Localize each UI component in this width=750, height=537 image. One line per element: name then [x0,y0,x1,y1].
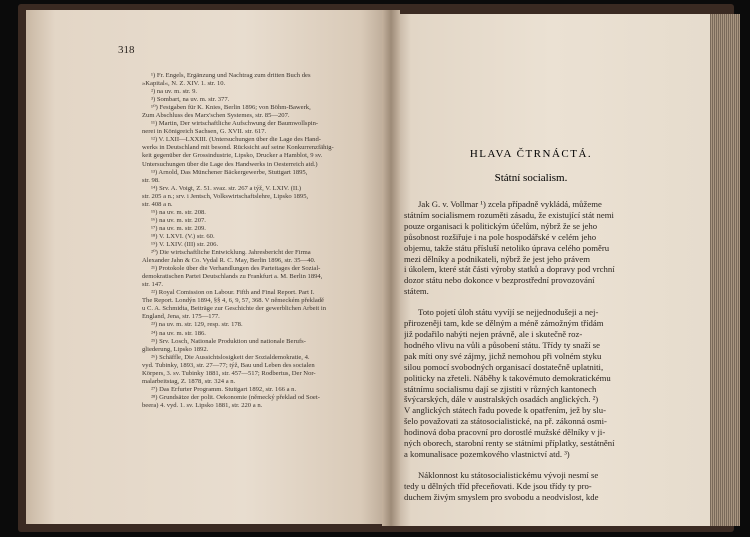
footnotes-list [142,72,384,410]
footnote-line: ¹⁵) na uv. m. str. 208. [151,208,206,216]
body-text-line: a komunalisace pozemkového vlastnictví atd. ³) [404,448,570,459]
body-text-line: dozor státu nebo dokonce v bezprostřední provozování [404,275,595,286]
footnote-line: ²) na uv. m. str. 9. [151,88,198,96]
footnote-line: ²⁷) Das Erfurter Programm. Stuttgart 1892, str. 166 a n. [151,385,297,393]
book-gutter [382,10,400,526]
body-text-line: objemu, takže státu přísluší netoliko úprava celého poměru [404,242,610,253]
footnote-line: ¹⁷) na uv. m. str. 209. [151,224,206,232]
body-text-line: mezi dělníky a podnikateli, nýbrž že jest jeho právem [404,253,590,264]
footnote-line: ²⁸) Grundsätze der polit. Oekonomie (německý překlad od Soet- [151,393,320,401]
footnote-line: ¹⁹) V. LXIV. (III) str. 206. [151,240,219,248]
footnote-line: ²¹) Protokole über die Verhandlungen des Parteitages der Sozial- [151,265,321,273]
body-text-line: ných oborech, starobní renty se státními příplatky, sestátnění [404,438,615,449]
body-text-line: i úkolem, které stát části výroby statků a dopravy pod vrchní [404,264,615,275]
body-text-line: duchem živým smyslem pro svobodu a neodvislost, kde [404,491,599,502]
footnote-line: demokratischen Partei Deutschlands zu Frankfurt a. M. Berlin 1894, [142,273,323,281]
body-text-line: přirozeněji tam, kde se dělným a méně zámožným třídám [404,318,604,329]
footnote-line: str. 98. [142,176,160,184]
footnote-line: Untersuchungen über die Lage des Handwerks in Oesterreich atd.) [142,160,318,168]
footnote-line: ³) Sombart, na uv. m. str. 377. [151,96,230,104]
body-text-line: politicky na zřeteli. Náběhy k takovémuto demokratickému [404,372,611,383]
footnote-line: ²⁵) Srv. Losch, Nationale Produktion und nationale Berufs- [151,337,306,345]
body-text-line: V anglických státech řadu povede k opatřením, jež by slu- [404,405,607,416]
body-text-line: švýcarských, dále v australských osadách anglických. ²) [404,394,599,405]
body-text [404,199,650,503]
body-text-line: hodinová doba pracovní pro dorostlé mužské dělníky v ji- [404,427,606,438]
page-stack [710,14,740,526]
body-text-line: pouze organisaci k politickým účelům, nýbrž že se jeho [404,220,598,231]
footnote-line: ²⁶) Schäffle, Die Aussichtslosigkeit der Sozialdemokratie, 4. [151,353,310,361]
body-text-line: Toto pojetí úloh státu vyvíjí se nejjednodušeji a nej- [418,307,599,318]
body-text-line: Jak G. v. Vollmar ¹) zcela případně vykládá, můžeme [418,199,602,209]
footnote-line: England, Jena, str. 175—177. [142,313,220,321]
footnote-line: ¹⁰) Festgaben für K. Knies, Berlin 1896; von Böhm-Bawerk, [151,104,311,112]
body-text-line: šelo považovati za státosocialistické, na př. zákonná osmi- [404,416,607,427]
footnote-line: ²⁰) Die wirtschaftliche Entwicklung. Jahresbericht der Firma [151,249,311,257]
footnote-line: Alexander Jahn & Co. Vydal R. C. May, Berlin 1896, str. 35—40. [142,257,316,265]
footnote-line: ¹⁴) Srv. A. Voigt, Z. 51. svaz. str. 267 a týž, V. LXIV. (II.) [151,184,302,192]
footnote-line: ²⁴) na uv. m. str. 186. [151,329,206,337]
paragraph-break [404,460,650,470]
footnote-line: ²³) na uv. m. str. 129, resp. str. 178. [151,321,243,329]
body-text-line: státem. [404,286,429,297]
body-text-line: tedy u dělných tříd přeceňovati. Kde jsou třídy ty pro- [404,480,592,491]
body-text-line: působnost rozšiřuje i na pole hospodářské v celém jeho [404,231,597,242]
footnote-line: vyd. Tubinky, 1893, str. 27—77; týž, Bau und Leben des socialen [142,361,315,369]
footnote-line: ¹³) Arnold, Das Münchener Bäckergewerbe, Stuttgart 1895, [151,168,308,176]
section-title: Státní socialism. [494,172,568,184]
page-number: 318 [118,44,135,56]
body-text-line: státním socialismem rozuměti zásadu, že existující stát nemi [404,209,614,220]
footnote-line: The Report. Londýn 1894, §§ 4, 6, 9, 57, 368. V německém překladě [142,297,324,305]
paragraph-break [404,297,650,307]
footnote-line: keit gegenüber der Grossindustrie, Lipsko, Drucker a Hamblot, 9 sv. [142,152,323,160]
footnote-line: ¹) Fr. Engels, Ergänzung und Nachtrag zum dritten Buch des [151,72,311,79]
footnote-line: beera) 4. vyd. 1. sv. Lipsko 1881, str. 220 a n. [142,401,263,409]
footnote-line: ¹¹) Martin, Der wirtschaftliche Aufschwung der Baumwollspin- [151,120,319,128]
footnote-line: str. 205 a n.; srv. i Jentsch, Volkswirtschaftslehre, Lipsko 1895, [142,192,309,200]
footnote-line: Körpers, 3. sv. Tubinky 1881, str. 457—517; Rodbertus, Der Nor- [142,369,316,377]
footnote-line: str. 147. [142,281,164,289]
body-text-line: státnímu socialismu dají se zjistiti v různých kantonech [404,383,597,394]
footnote-line: ¹²) V. LXII—LXXIII. (Untersuchungen über die Lage des Hand- [151,136,321,144]
body-text-line: Náklonnost ku státosocialistickému vývoji nesmí se [418,469,599,480]
footnote-line: ¹⁶) na uv. m. str. 207. [151,216,206,224]
body-text-line: silou pomocí svobodných organisací dostatečně uplatniti, [404,361,604,372]
footnote-line: »Kapital«, N. Z. XIV. 1. str. 10. [142,80,226,88]
footnote-line: Zum Abschluss des Marx'schen Systemes, str. 85—207. [142,112,290,120]
footnote-line: ²²) Royal Comission on Labour. Fifth and Final Report. Part I. [151,289,315,297]
body-text-line: pak míti ony své zájmy, jichž nemohou při volném styku [404,350,602,361]
body-text-line: hodného vlivu na vůli a působení státu. Třídy ty snaží se [404,339,601,350]
footnote-line: gliederung, Lipsko 1892. [142,345,209,353]
footnote-line: u C. A. Schmidta, Beiträge zur Geschichte der gewerblichen Arbeit in [142,305,327,313]
body-text-line: již podařilo nabýti nejen právně, ale i skutečně roz- [404,328,583,339]
footnote-line: str. 408 a n. [142,200,173,208]
footnote-line: malarbeitstag, Z. 1878, str. 324 a n. [142,377,236,385]
footnote-line: ¹⁸) V. LXVI. (V.) str. 60. [151,232,215,240]
chapter-title: HLAVA ČTRNÁCTÁ. [469,148,593,160]
footnote-line: werks in Deutschland mit besond. Rücksicht auf seine Konkurrenzfähig- [142,144,334,152]
footnote-line: nerei in Königreich Sachsen, G. XVII. str. 617. [142,128,267,136]
